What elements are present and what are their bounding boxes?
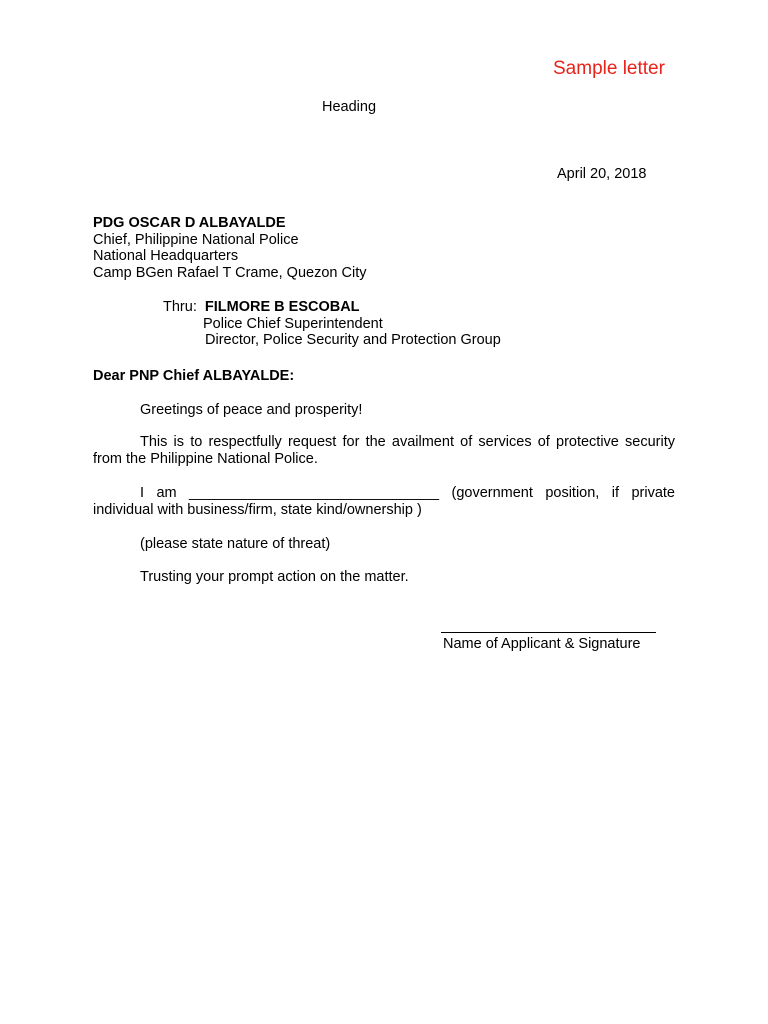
letter-date: April 20, 2018 [557,166,647,182]
thru-name: FILMORE B ESCOBAL [204,299,360,315]
salutation: Dear PNP Chief ALBAYALDE: [93,368,295,384]
paragraph-threat: (please state nature of threat) [140,536,331,552]
signature-line [441,618,656,633]
paragraph-request: This is to respectfully request for the availment of services of protective security from the Philippine National Police. [93,434,675,467]
addressee-line: National Headquarters [93,248,239,264]
signature-label: Name of Applicant & Signature [443,636,641,652]
paragraph-closing: Trusting your prompt action on the matter. [140,569,409,585]
thru-block [163,299,501,349]
addressee-block [93,215,366,281]
addressee-line: Chief, Philippine National Police [93,231,299,248]
addressee-line: Camp BGen Rafael T Crame, Quezon City [93,264,367,281]
thru-rank: Police Chief Superintendent [203,315,383,332]
sample-letter-label: Sample letter [553,58,665,79]
paragraph-greeting: Greetings of peace and prosperity! [140,402,363,418]
paragraph-identity: I am _______________________________ (government position, if private individual with business/firm, state kind/ownership ) [93,485,675,518]
addressee-name: PDG OSCAR D ALBAYALDE [93,215,286,231]
thru-position: Director, Police Security and Protection Group [205,332,501,348]
letter-heading: Heading [322,99,377,115]
thru-label: Thru: [163,299,197,315]
